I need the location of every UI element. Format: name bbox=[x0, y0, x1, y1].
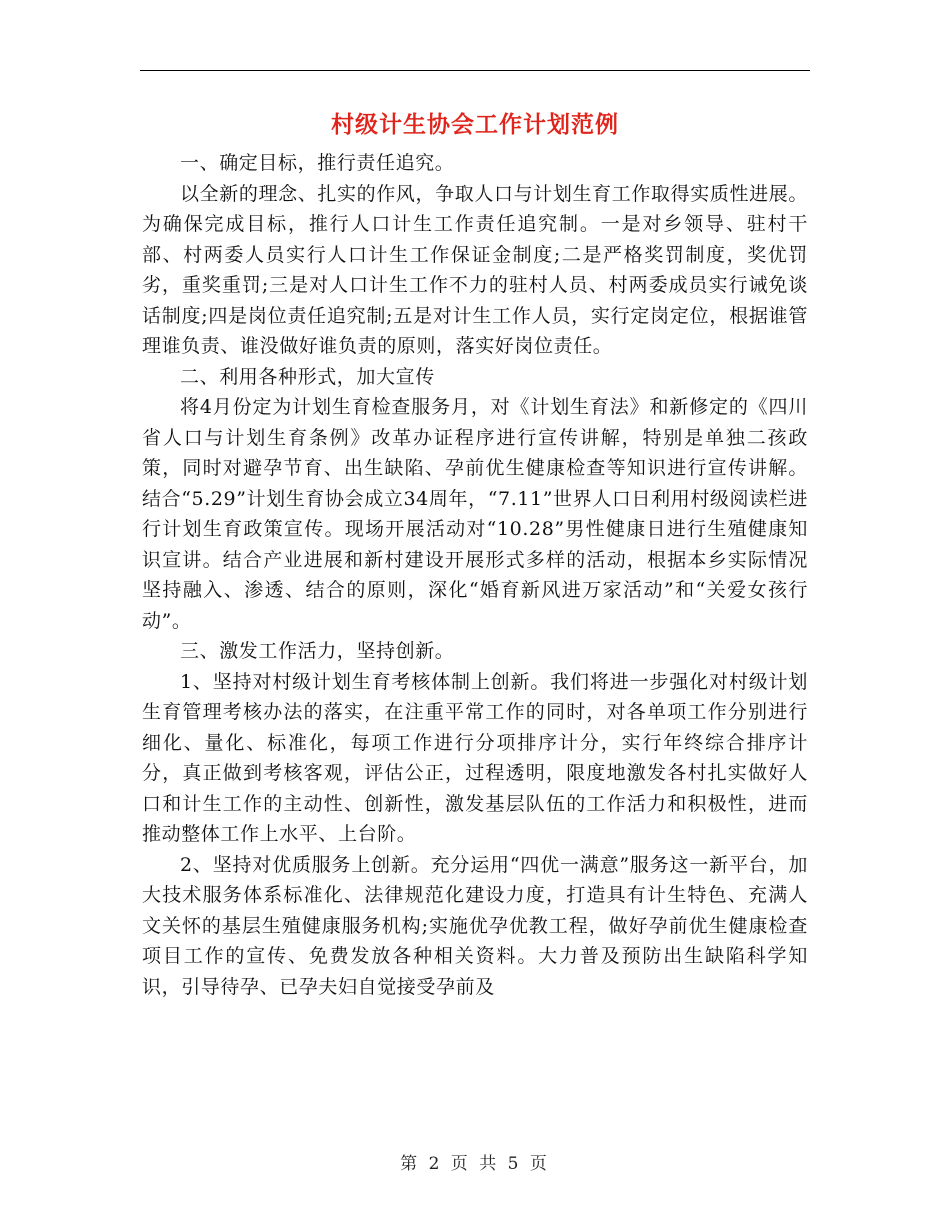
document-body bbox=[142, 148, 808, 1002]
section-heading-1: 一、确定目标，推行责任追究。 bbox=[180, 152, 455, 174]
header-rule bbox=[140, 70, 810, 71]
paragraph: 将4月份定为计划生育检查服务月，对《计划生育法》和新修定的《四川省人口与计划生育条例》改革办证程序进行宣传讲解，特别是单独二孩政策，同时对避孕节育、出生缺陷、孕前优生健康检查等知识进行宣传讲解。结合“5.29”计划生育协会成立34周年，“7.11”世界人口日利用村级阅读栏进行计划生育政策宣传。现场开展活动对“10.28”男性健康日进行生殖健康知识宣讲。结合产业进展和新村建设开展形式多样的活动，根据本乡实际情况坚持融入、渗透、结合的原则，深化“婚育新风进万家活动”和“关爱女孩行动”。 bbox=[142, 396, 808, 632]
page-footer: 第 2 页 共 5 页 bbox=[400, 1154, 550, 1174]
paragraph: 2、坚持对优质服务上创新。充分运用“四优一满意”服务这一新平台，加大技术服务体系标准化、法律规范化建设力度，打造具有计生特色、充满人文关怀的基层生殖健康服务机构;实施优孕优教工程，做好孕前优生健康检查项目工作的宣传、免费发放各种相关资料。大力普及预防出生缺陷科学知识，引导待孕、已孕夫妇自觉接受孕前及 bbox=[142, 853, 808, 998]
document-title: 村级计生协会工作计划范例 bbox=[331, 112, 619, 138]
paragraph: 1、坚持对村级计划生育考核体制上创新。我们将进一步强化对村级计划生育管理考核办法的落实，在注重平常工作的同时，对各单项工作分别进行细化、量化、标准化，每项工作进行分项排序计分，实行年终综合排序计分，真正做到考核客观，评估公正，过程透明，限度地激发各村扎实做好人口和计生工作的主动性、创新性，激发基层队伍的工作活力和积极性，进而推动整体工作上水平、上台阶。 bbox=[142, 670, 808, 845]
section-heading-3: 三、激发工作活力，坚持创新。 bbox=[180, 640, 455, 662]
paragraph: 以全新的理念、扎实的作风，争取人口与计划生育工作取得实质性进展。为确保完成目标，推行人口计生工作责任追究制。一是对乡领导、驻村干部、村两委人员实行人口计生工作保证金制度;二是严格奖罚制度，奖优罚劣，重奖重罚;三是对人口计生工作不力的驻村人员、村两委成员实行诫免谈话制度;四是岗位责任追究制;五是对计生工作人员，实行定岗定位，根据谁管理谁负责、谁没做好谁负责的原则，落实好岗位责任。 bbox=[142, 182, 808, 357]
section-heading-2: 二、利用各种形式，加大宣传 bbox=[180, 365, 435, 388]
